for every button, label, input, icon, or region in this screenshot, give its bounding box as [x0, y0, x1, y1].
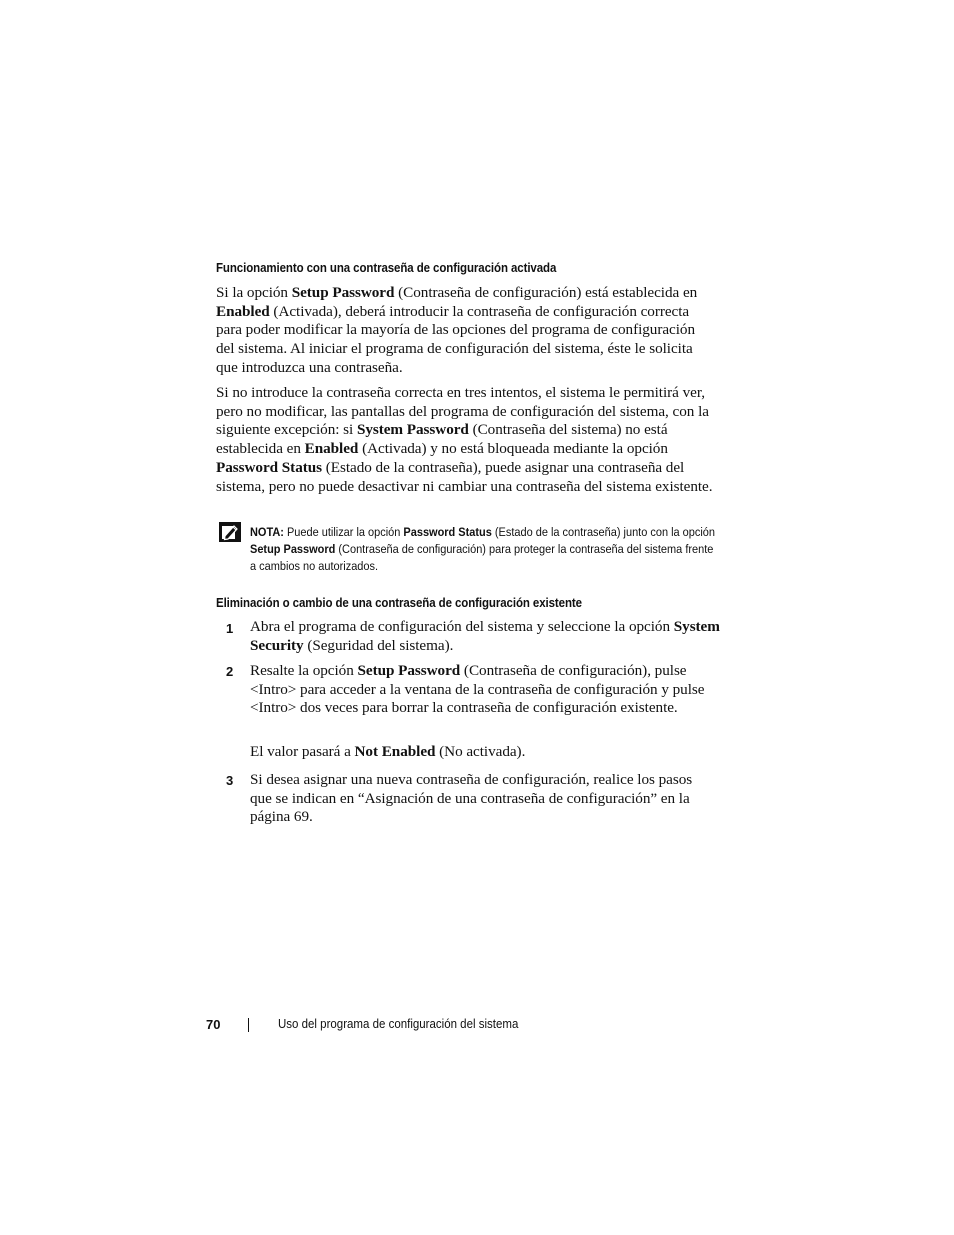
page-number: 70 [206, 1017, 221, 1032]
paragraph-setup-password-intro: Si la opción Setup Password (Contraseña de configuración) está establecida en Enabled (Activada), deberá introducir la contraseña de configuración correcta para poder modificar la mayoría de las opciones del programa de configuración del sistema. Al iniciar el programa de configuración del sistema, éste le solicita que introduzca una contraseña. [216, 284, 698, 376]
step-number-2: 2 [226, 664, 234, 679]
step-2-text: Resalte la opción Setup Password (Contraseña de configuración), pulse <Intro> para acceder a la ventana de la contraseña de configuración y pulse <Intro> dos veces para borrar la contraseña de configuración existente. [250, 662, 705, 717]
footer-chapter-title: Uso del programa de configuración del sistema [278, 1017, 519, 1031]
paragraph-incorrect-password: Si no introduce la contraseña correcta en tres intentos, el sistema le permitirá ver, pero no modificar, las pantallas del programa de configuración del sistema, con la siguiente excepción: si System Password (Contraseña del sistema) no está establecida en Enabled (Activada) y no está bloqueada mediante la opción Password Status (Estado de la contraseña), puede asignar una contraseña del sistema, pero no puede desactivar ni cambiar una contraseña del sistema existente. [216, 384, 713, 495]
footer-separator [248, 1018, 249, 1032]
step-1-text: Abra el programa de configuración del sistema y seleccione la opción System Security (Seguridad del sistema). [250, 618, 720, 654]
step-number-3: 3 [226, 773, 234, 788]
pencil-note-icon [219, 522, 241, 542]
section-heading-delete-change-password: Eliminación o cambio de una contraseña de configuración existente [216, 596, 582, 610]
step-number-1: 1 [226, 621, 234, 636]
note-password-status: NOTA: Puede utilizar la opción Password Status (Estado de la contraseña) junto con la opción Setup Password (Contraseña de configuración) para proteger la contraseña del sistema frente a cambios no autorizados. [250, 525, 716, 573]
step-2-result: El valor pasará a Not Enabled (No activada). [250, 743, 526, 760]
step-3-text: Si desea asignar una nueva contraseña de configuración, realice los pasos que se indican en “Asignación de una contraseña de configuración” en la página 69. [250, 771, 693, 826]
section-heading-setup-password-active: Funcionamiento con una contraseña de configuración activada [216, 261, 557, 275]
